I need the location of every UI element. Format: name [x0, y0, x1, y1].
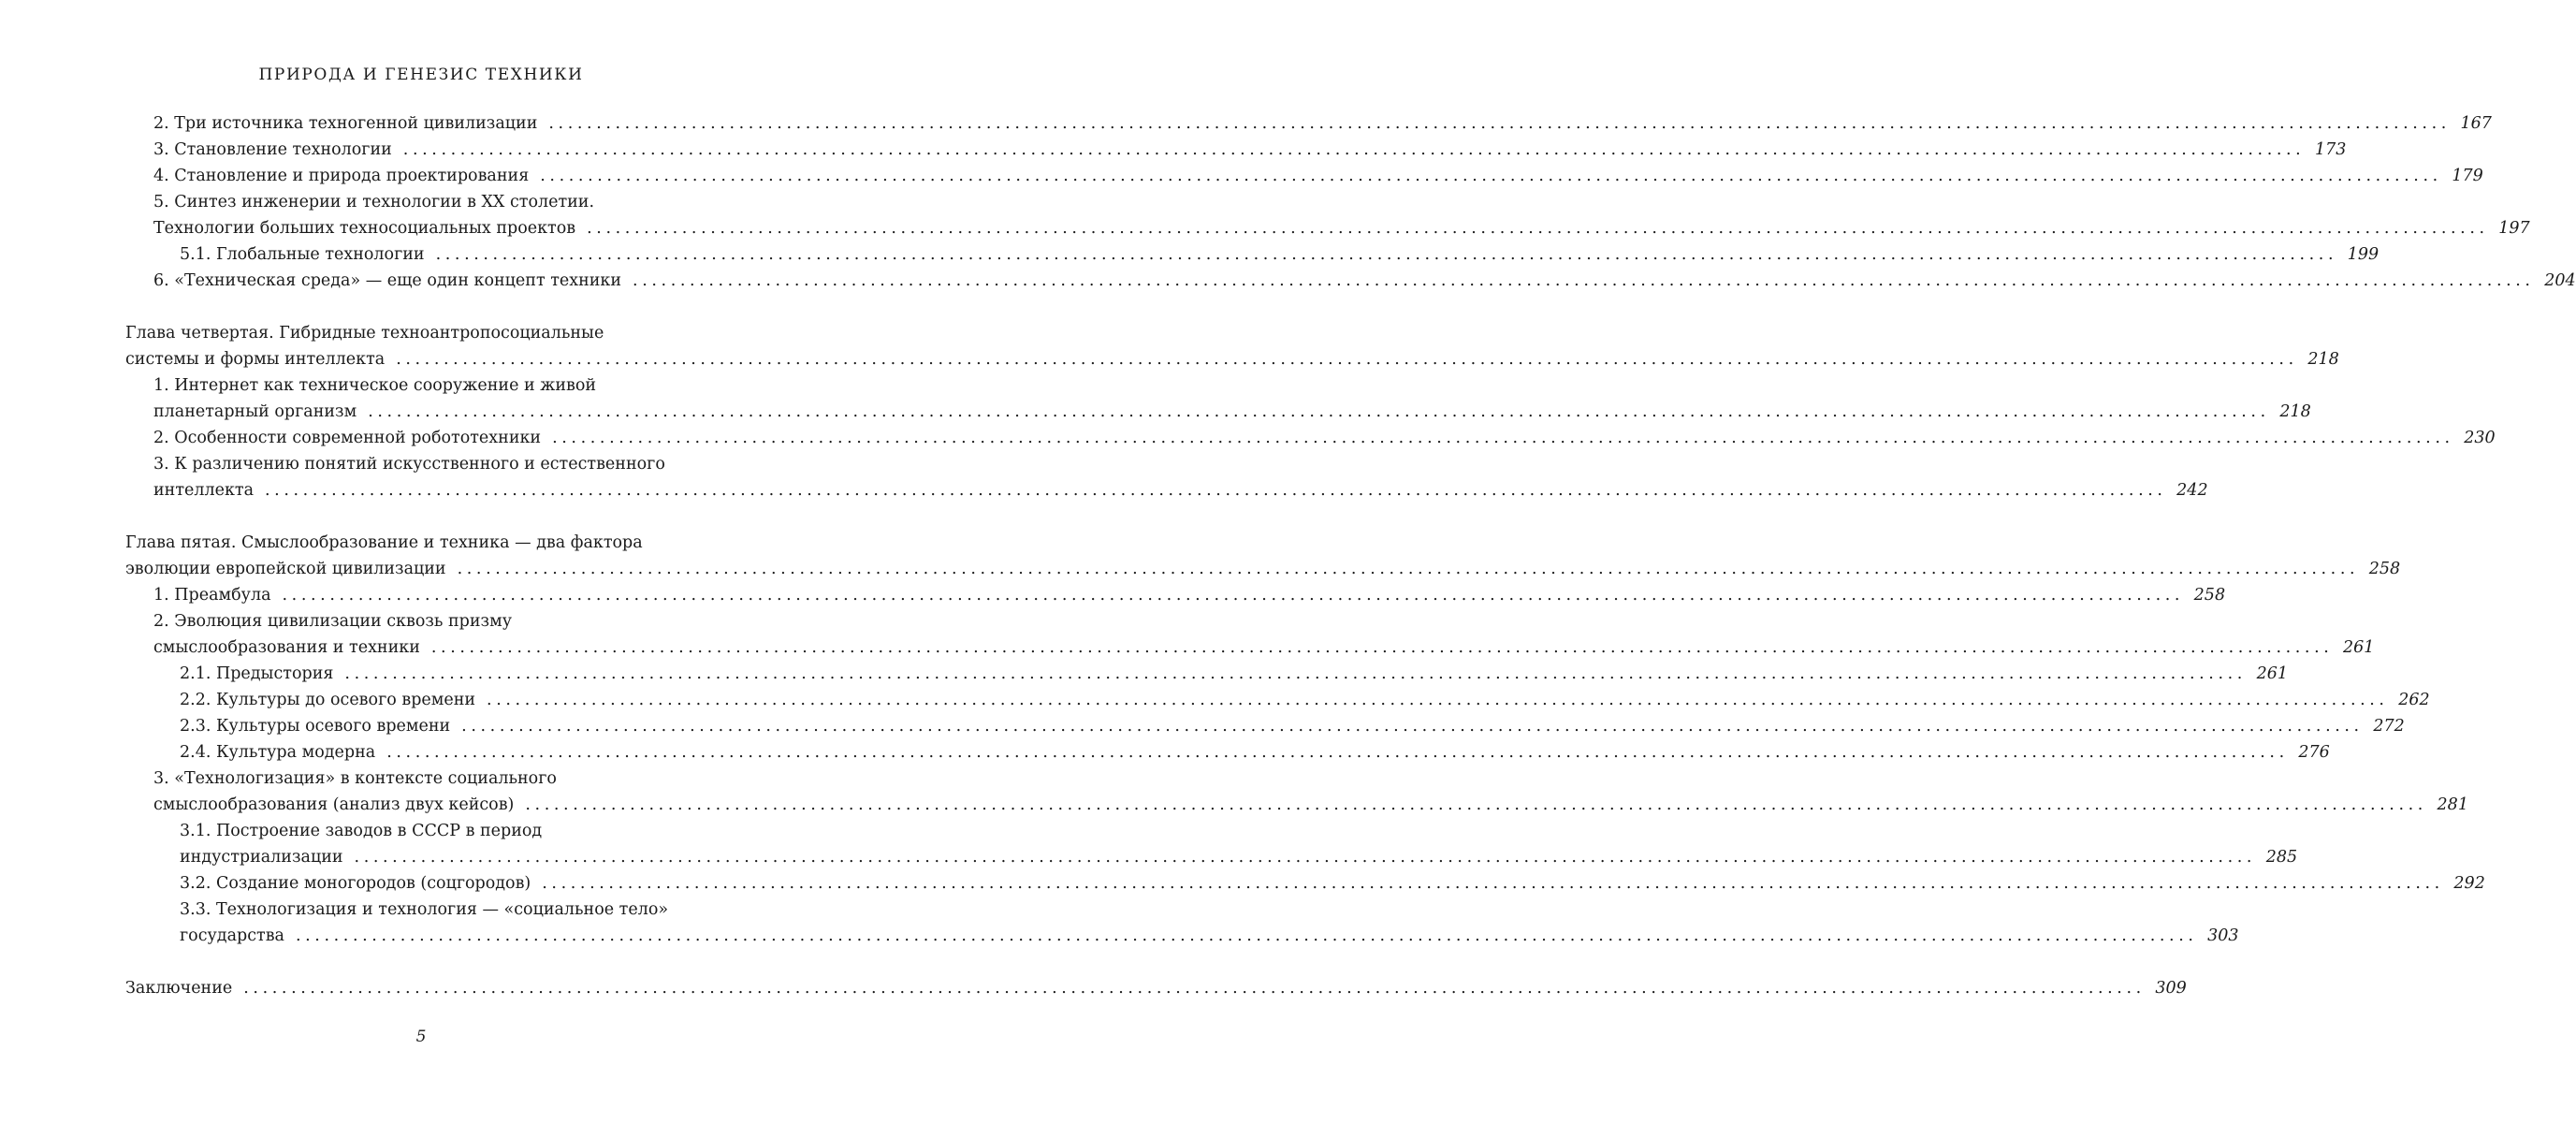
toc-entry-5-3-technologization	[125, 766, 2468, 818]
toc-entry-title: смыслообразования (анализ двух кейсов)	[153, 795, 515, 814]
toc-page-number: 281	[2437, 795, 2468, 814]
toc-page-number: 179	[2452, 167, 2483, 185]
dot-leader: ........................................................................................................................................................................................................	[430, 638, 2334, 657]
toc-entry-title: 2.4. Культура модерна	[180, 743, 376, 762]
toc-page-number: 261	[2343, 638, 2375, 657]
toc-entry-title: 1. Преамбула	[153, 586, 271, 605]
toc-entry-title: 3. Становление технологии	[153, 140, 392, 159]
toc-page-number: 218	[2307, 350, 2339, 369]
toc-entry-5-3-3-social-body	[125, 897, 2239, 949]
toc-entry-title: 2.1. Предыстория	[180, 664, 334, 683]
toc-page-number: 258	[2368, 560, 2401, 578]
dot-leader: ........................................................................................................................................................................................................	[368, 402, 2270, 421]
toc-page-number: 276	[2298, 743, 2330, 762]
toc-entry-5-2-1-prehistory	[125, 661, 2288, 687]
dot-leader: ........................................................................................................................................................................................................	[435, 245, 2338, 264]
toc-entry-title: индустриализации	[180, 848, 343, 867]
toc-entry-3-technology-formation	[125, 137, 2347, 163]
toc-entry-title-line: 3. К различению понятий искусственного и естественного	[153, 455, 665, 474]
toc-entry-title-line: 3.3. Технологизация и технология — «социальное тело»	[180, 900, 669, 919]
toc-entry-title: смыслообразования и техники	[153, 638, 420, 657]
toc-page-number: 303	[2207, 926, 2239, 945]
dot-leader: ........................................................................................................................................................................................................	[542, 874, 2444, 893]
toc-entry-5-2-3-axial	[125, 713, 2405, 739]
dot-leader: ........................................................................................................................................................................................................	[243, 979, 2146, 998]
toc-entry-title: 4. Становление и природа проектирования	[153, 167, 530, 185]
toc-page-number: 197	[2498, 219, 2530, 238]
toc-entry-title-line: 1. Интернет как техническое сооружение и живой	[153, 376, 597, 395]
toc-entry-title: государства	[180, 926, 284, 945]
toc-entry-2-three-sources	[125, 110, 2492, 137]
toc-entry-title: 6. «Техническая среда» — еще один концепт техники	[153, 271, 622, 290]
toc-entry-title: системы и формы интеллекта	[125, 350, 386, 369]
toc-entry-4-3-intelligence	[125, 451, 2208, 503]
toc-entry-title: планетарный организм	[153, 402, 357, 421]
toc-page-number: 218	[2279, 402, 2311, 421]
toc-page-number: 292	[2453, 874, 2485, 893]
toc-entry-title: 2. Особенности современной робототехники	[153, 429, 542, 447]
toc-entry-4-1-internet	[125, 372, 2311, 425]
dot-leader: ........................................................................................................................................................................................................	[487, 691, 2389, 709]
toc-entry-5-1-preamble	[125, 582, 2226, 608]
toc-entry-title: 2.3. Культуры осевого времени	[180, 717, 451, 736]
toc-page-number: 309	[2155, 979, 2187, 998]
toc-chapter-4	[125, 320, 2339, 372]
dot-leader: ........................................................................................................................................................................................................	[548, 114, 2451, 133]
dot-leader: ........................................................................................................................................................................................................	[386, 743, 2289, 762]
dot-leader: ........................................................................................................................................................................................................	[552, 429, 2454, 447]
toc-entry-title: 2.2. Культуры до осевого времени	[180, 691, 476, 709]
toc-entry-title-line: 3.1. Построение заводов в СССР в период	[180, 822, 543, 840]
toc-entry-4-2-robotics	[125, 425, 2496, 451]
toc-page-number: 285	[2265, 848, 2298, 867]
toc-entry-title-line: 5. Синтез инженерии и технологии в XX столетии.	[153, 193, 595, 211]
dot-leader: ........................................................................................................................................................................................................	[461, 717, 2364, 736]
toc-entry-5-1-global-tech	[125, 241, 2380, 268]
dot-leader: ........................................................................................................................................................................................................	[295, 926, 2198, 945]
dot-leader: ........................................................................................................................................................................................................	[396, 350, 2298, 369]
dot-leader: ........................................................................................................................................................................................................	[344, 664, 2247, 683]
toc-entry-6-technical-environment	[125, 268, 2576, 294]
dot-leader: ........................................................................................................................................................................................................	[540, 167, 2442, 185]
dot-leader: ........................................................................................................................................................................................................	[282, 586, 2185, 605]
toc-entry-title: Технологии больших техносоциальных проектов	[153, 219, 576, 238]
table-of-contents	[125, 110, 2576, 1001]
dot-leader: ........................................................................................................................................................................................................	[633, 271, 2535, 290]
toc-entry-title: Заключение	[125, 979, 233, 998]
toc-conclusion	[125, 975, 2187, 1001]
toc-page-number: 204	[2544, 271, 2576, 290]
toc-entry-5-3-2-monotowns	[125, 870, 2485, 897]
toc-entry-title: интеллекта	[153, 481, 255, 500]
toc-entry-4-design	[125, 163, 2483, 189]
dot-leader: ........................................................................................................................................................................................................	[265, 481, 2167, 500]
toc-entry-title: 5.1. Глобальные технологии	[180, 245, 425, 264]
dot-leader: ........................................................................................................................................................................................................	[354, 848, 2257, 867]
toc-page-number: 272	[2373, 717, 2405, 736]
toc-entry-5-2-2-pre-axial	[125, 687, 2430, 713]
running-head: ПРИРОДА И ГЕНЕЗИС ТЕХНИКИ	[258, 66, 584, 84]
toc-entry-title-line: Глава пятая. Смыслообразование и техника — два фактора	[125, 533, 643, 552]
toc-entry-title: 3.2. Создание моногородов (соцгородов)	[180, 874, 531, 893]
dot-leader: ........................................................................................................................................................................................................	[402, 140, 2306, 159]
toc-page-number: 262	[2398, 691, 2430, 709]
toc-entry-title-line: Глава четвертая. Гибридные техноантропосоциальные	[125, 324, 604, 343]
toc-page-number: 167	[2460, 114, 2492, 133]
toc-page-number: 199	[2347, 245, 2380, 264]
toc-page-number: 258	[2193, 586, 2226, 605]
dot-leader: ........................................................................................................................................................................................................	[587, 219, 2489, 238]
toc-page-number: 242	[2176, 481, 2208, 500]
dot-leader: ........................................................................................................................................................................................................	[525, 795, 2427, 814]
toc-page-number: 261	[2256, 664, 2288, 683]
toc-page-number: 230	[2464, 429, 2496, 447]
toc-page-number: 173	[2314, 140, 2347, 159]
toc-entry-title: 2. Три источника техногенной цивилизации	[153, 114, 538, 133]
toc-entry-5-3-1-factories	[125, 818, 2298, 870]
dot-leader: ........................................................................................................................................................................................................	[457, 560, 2360, 578]
toc-entry-5-synthesis	[125, 189, 2530, 241]
toc-entry-5-2-evolution	[125, 608, 2375, 661]
toc-chapter-5	[125, 530, 2401, 582]
toc-entry-title-line: 3. «Технологизация» в контексте социального	[153, 769, 557, 788]
toc-entry-5-2-4-modernity	[125, 739, 2330, 766]
toc-entry-title-line: 2. Эволюция цивилизации сквозь призму	[153, 612, 512, 631]
toc-entry-title: эволюции европейской цивилизации	[125, 560, 446, 578]
page-number: 5	[415, 1028, 427, 1046]
